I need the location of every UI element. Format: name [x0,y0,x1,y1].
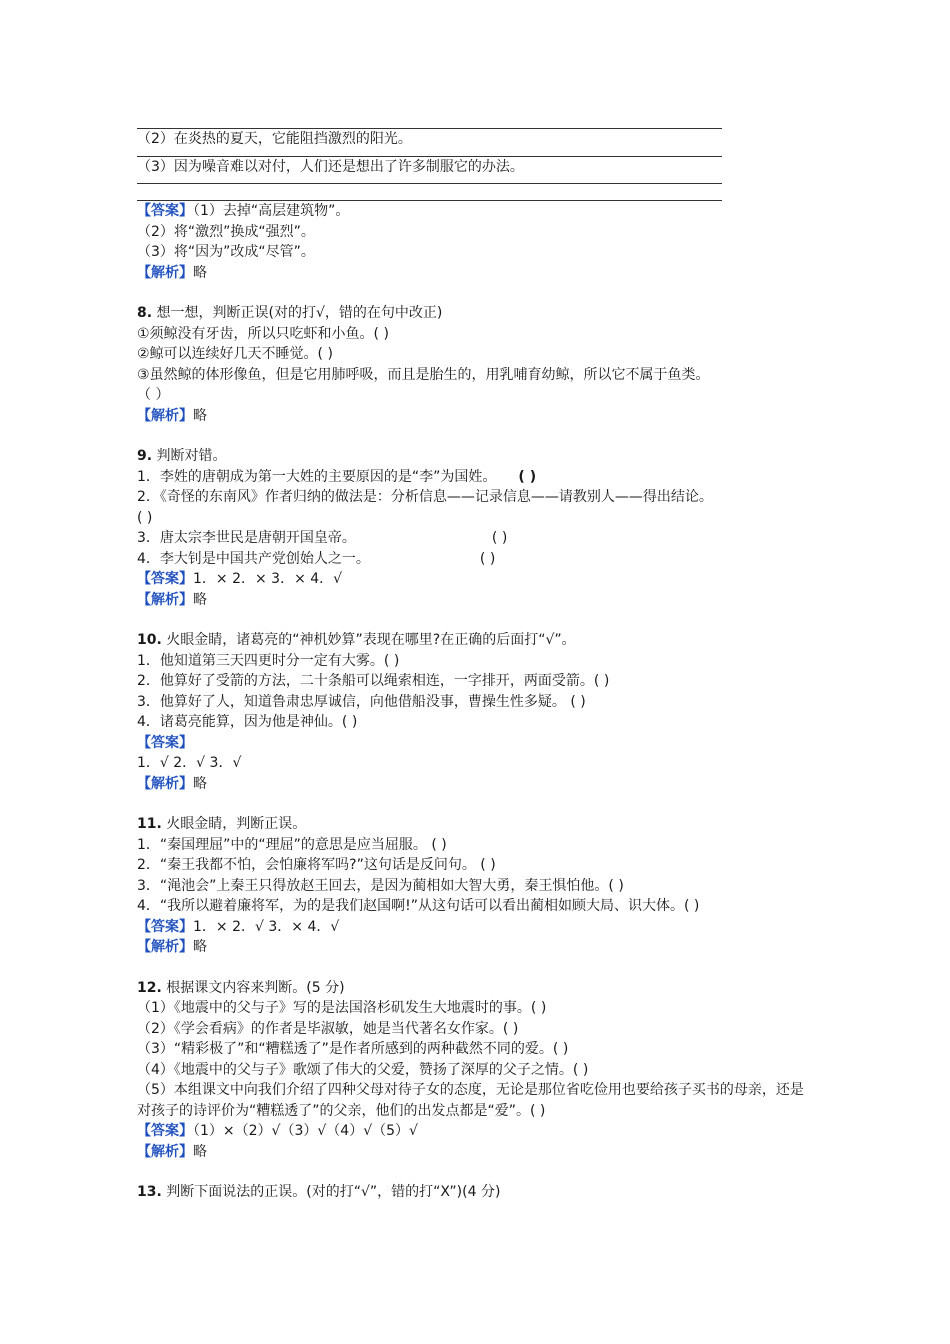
question-item: （3）“精彩极了”和“糟糕透了”是作者所感到的两种截然不同的爱。( ) [137,1041,569,1057]
analysis-text: 略 [193,775,207,792]
question-text: 想一想，判断正误(对的打√，错的在句中改正) [152,305,443,321]
analysis-tag: 【解析】 [137,264,193,281]
question-number: 12. [137,979,162,996]
question-item: 2．“秦王我都不怕，会怕廉将军吗?”这句话是反问句。 ( ) [137,857,496,873]
question-number: 11. [137,816,162,832]
sentence-3: （3）因为噪音难以对付，人们还是想出了许多制服它的办法。 [137,158,524,175]
question-8-title [137,303,827,324]
analysis-text: 略 [193,1143,207,1160]
question-item [137,467,827,488]
question-text: 火眼金睛，判断正误。 [161,816,307,832]
item-text: 4．李大钊是中国共产党创始人之一。 [137,550,370,567]
item-paren: ( ) [491,530,508,546]
answer-text: （1）×（2）√（3）√（4）√（5）√ [193,1123,418,1139]
question-item: ②鲸可以连续好几天不睡觉。( ) [137,346,333,362]
analysis-text: 略 [193,939,207,955]
question-number: 8. [137,305,153,321]
analysis-line [137,774,827,795]
question-item: ( ) [137,509,153,526]
answer-text: （3）将“因为”改成“尽管”。 [137,244,315,260]
analysis-text: 略 [193,407,207,424]
document-content [137,112,827,1203]
analysis-text: 略 [193,591,207,608]
question-text: 判断下面说法的正误。(对的打“√”，错的打“X”)(4 分) [161,1184,501,1200]
answer-text: （2）将“激烈”换成“强烈”。 [137,223,315,240]
analysis-line [137,1142,827,1163]
question-number: 13. [137,1184,162,1200]
item-paren: ( ) [518,468,537,485]
question-item [137,549,827,570]
analysis-tag: 【解析】 [137,1143,193,1160]
question-item: （5）本组课文中向我们介绍了四种父母对待子女的态度，无论是那位省吃俭用也要给孩子买书的母亲，还是对孩子的诗评价为“糟糕透了”的父亲，他们的出发点都是“爱”。( ) [137,1082,804,1119]
question-item: ③虽然鲸的体形像鱼，但是它用肺呼吸，而且是胎生的，用乳哺育幼鲸，所以它不属于鱼类。 [137,366,710,383]
question-item: （4）《地震中的父与子》歌颂了伟大的父爱，赞扬了深厚的父子之情。( ) [137,1061,589,1078]
question-10-title [137,630,827,651]
answer-text: （1）去掉“高层建筑物”。 [193,203,350,219]
item-text: 1．李姓的唐朝成为第一大姓的主要原因的是“李”为国姓。 [137,468,497,485]
answer-blank-line [137,183,722,184]
question-number: 10. [137,632,162,648]
sentence-2: （2）在炎热的夏天，它能阻挡激烈的阳光。 [137,131,412,147]
analysis-tag: 【解析】 [137,939,193,955]
question-item: 1．他知道第三天四更时分一定有大雾。( ) [137,652,400,669]
question-text: 根据课文内容来判断。(5 分) [161,979,345,996]
question-item: 3．他算好了人，知道鲁肃忠厚诚信，向他借船没事，曹操生性多疑。 ( ) [137,693,586,710]
question-text: 判断对错。 [152,448,227,464]
question-item: ①须鲸没有牙齿，所以只吃虾和小鱼。( ) [137,325,389,342]
answer-line [137,733,827,754]
answer-tag: 【答案】 [137,571,193,587]
question-item: （2）《学会看病》的作者是毕淑敏，她是当代著名女作家。( ) [137,1020,519,1037]
answer-text: 1．× 2．× 3．× 4．√ [193,571,343,587]
answer-tag: 【答案】 [137,918,193,935]
question-11-title [137,814,827,835]
question-item: 1．“秦国理屈”中的“理屈”的意思是应当屈服。 ( ) [137,836,447,853]
question-9-title [137,446,827,467]
question-item: 2．他算好了受箭的方法，二十条船可以绳索相连，一字排开，两面受箭。( ) [137,673,610,689]
analysis-tag: 【解析】 [137,591,193,608]
answer-line [137,917,827,938]
answer-tag: 【答案】 [137,1123,193,1139]
question-13-title [137,1182,827,1203]
item-text: 3．唐太宗李世民是唐朝开国皇帝。 [137,530,356,546]
answer-text: 1．√ 2．√ 3．√ [137,755,242,771]
answer-text: 1．× 2．√ 3．× 4．√ [193,918,340,935]
analysis-line [137,406,827,427]
question-item: 2．《奇怪的东南风》作者归纳的做法是：分析信息——记录信息——请教别人——得出结论。 [137,489,713,505]
question-item: 4．“我所以避着廉将军，为的是我们赵国啊!”从这句话可以看出蔺相如顾大局、识大体。( ) [137,898,700,914]
answer-line [137,201,827,222]
question-item: 4．诸葛亮能算，因为他是神仙。( ) [137,714,358,730]
question-item: （1）《地震中的父与子》写的是法国洛杉矶发生大地震时的事。( ) [137,1000,547,1016]
answer-tag: 【答案】 [137,734,193,751]
question-12-title [137,978,827,999]
analysis-line [137,937,827,958]
question-item: 3．“渑池会”上秦王只得放赵王回去，是因为蔺相如大智大勇，秦王惧怕他。( ) [137,877,624,894]
answer-line [137,569,827,590]
analysis-line [137,263,827,284]
analysis-tag: 【解析】 [137,775,193,792]
question-item [137,528,827,549]
analysis-tag: 【解析】 [137,407,193,424]
question-number: 9. [137,448,153,464]
question-item: （ ） [137,387,170,403]
analysis-line [137,590,827,611]
answer-line [137,1121,827,1142]
analysis-text: 略 [193,264,207,281]
item-paren: ( ) [479,550,496,567]
question-text: 火眼金睛，诸葛亮的“神机妙算”表现在哪里?在正确的后面打“√”。 [161,632,576,648]
answer-tag: 【答案】 [137,203,193,219]
